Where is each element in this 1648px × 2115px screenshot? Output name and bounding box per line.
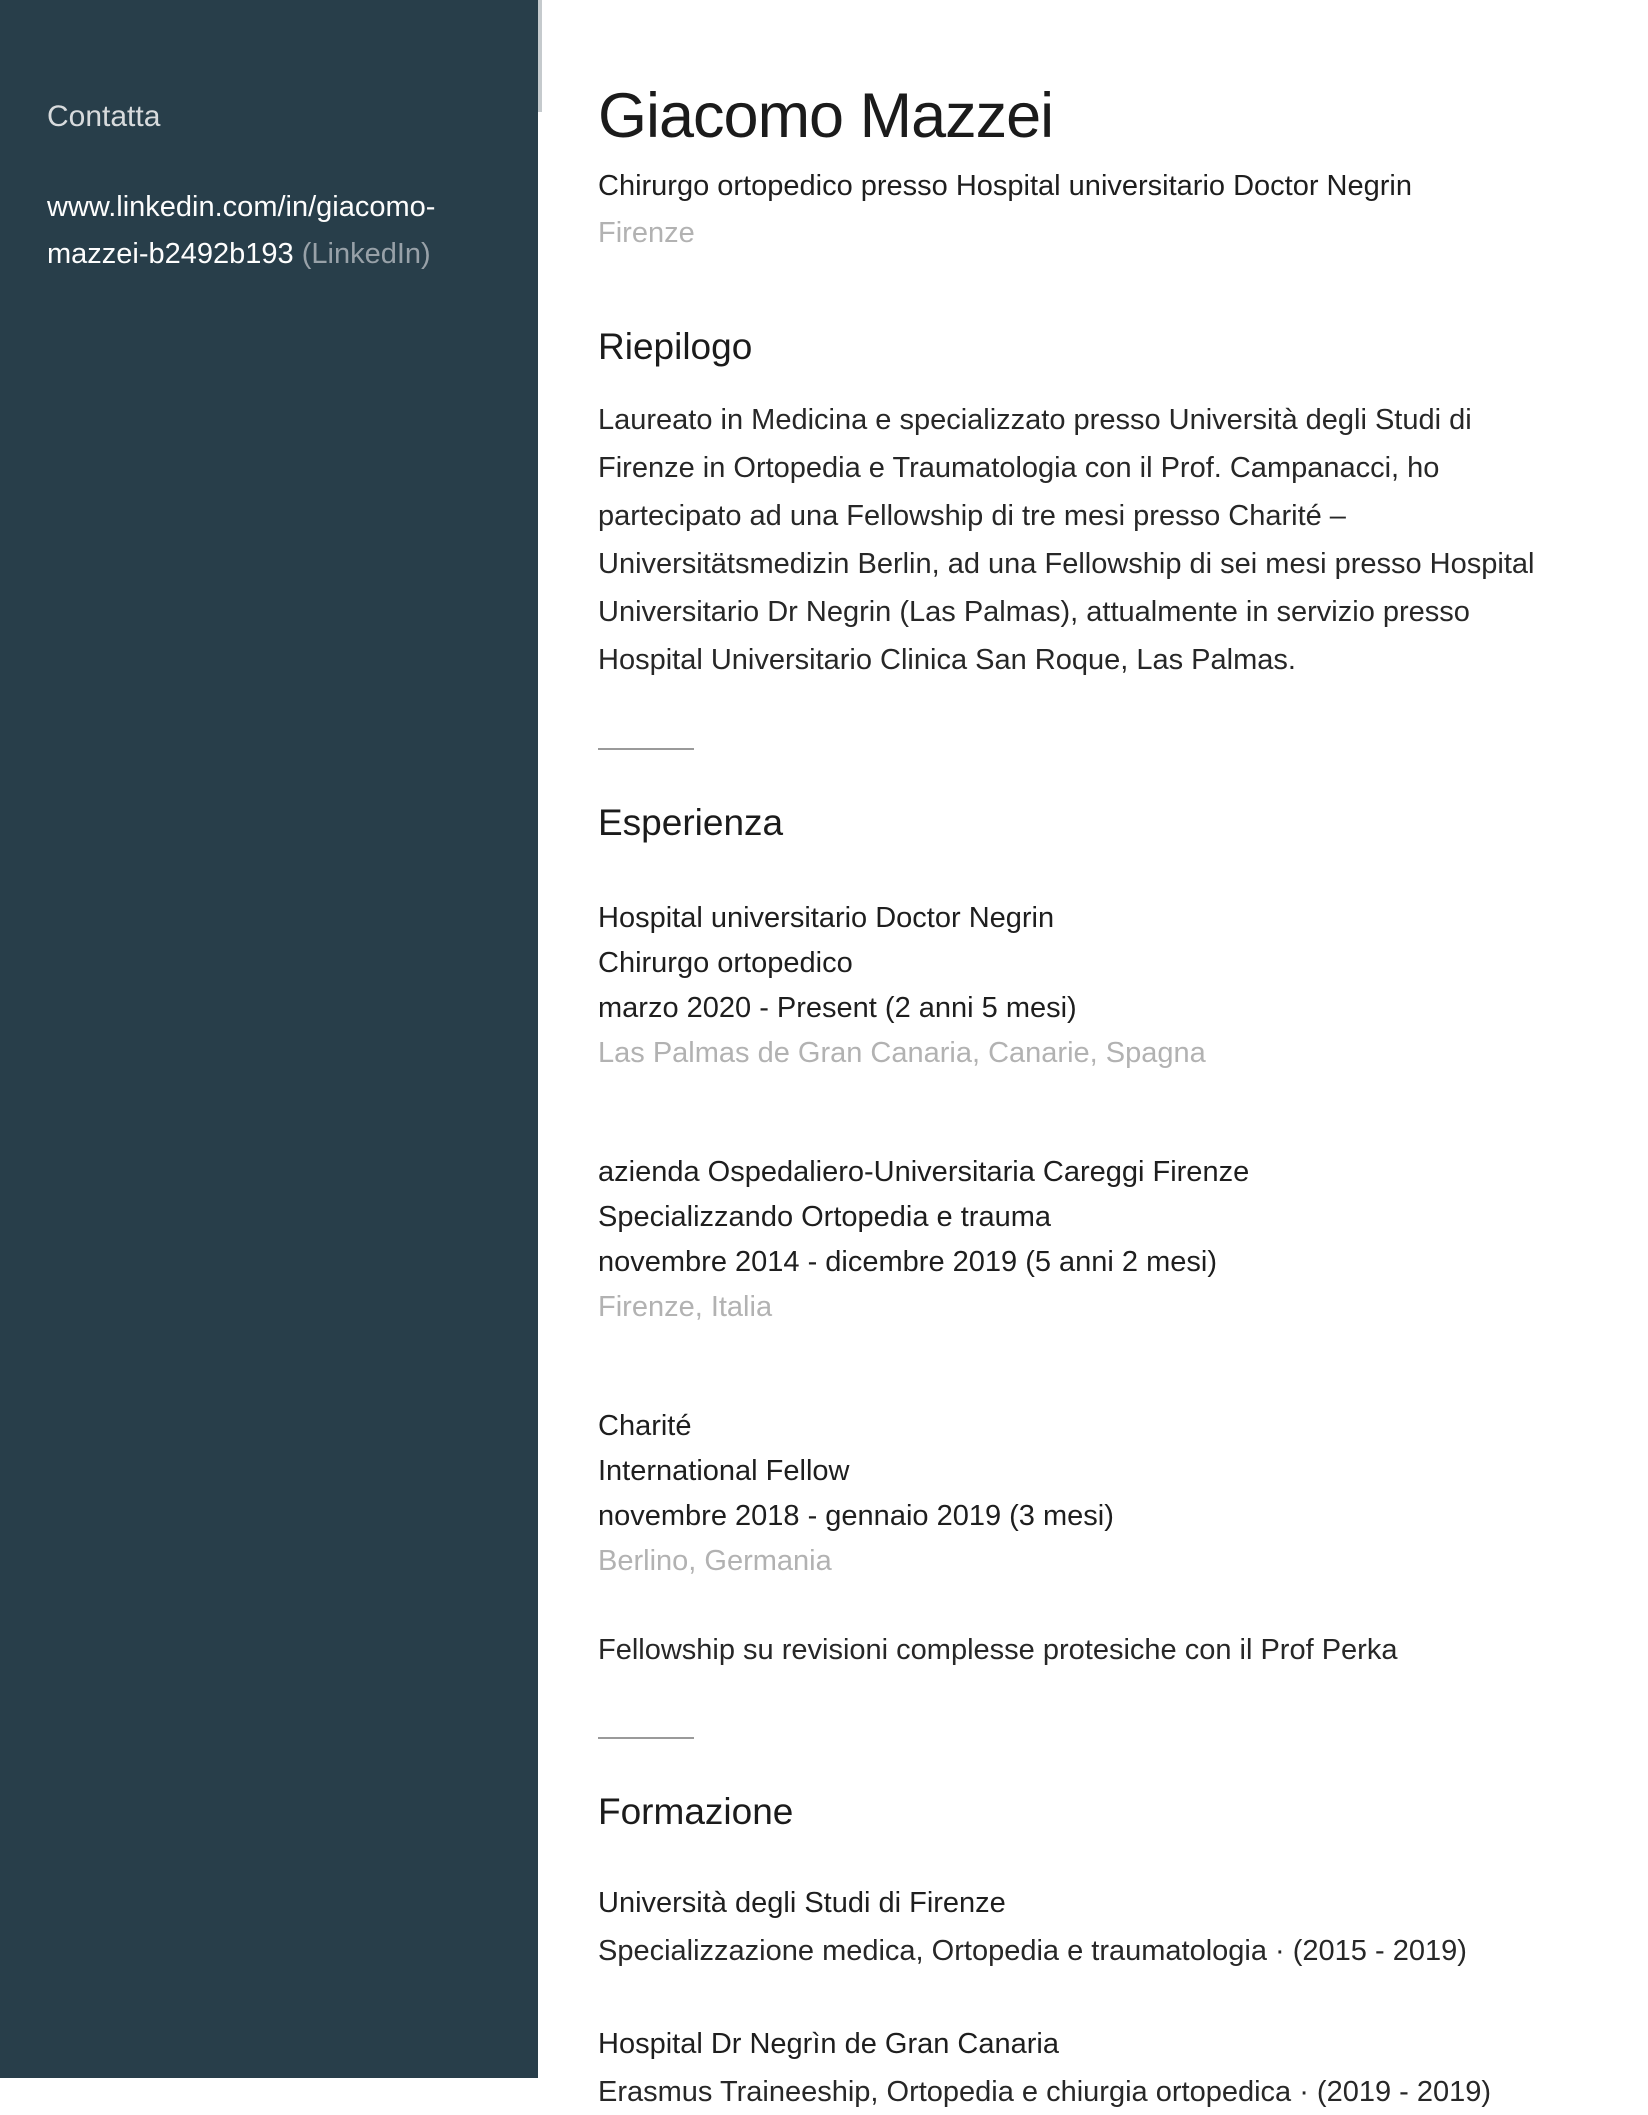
education-school: Hospital Dr Negrìn de Gran Canaria [598,2027,1059,2060]
resume-content [598,0,1553,2115]
experience-dates: novembre 2014 - dicembre 2019 (5 anni 2 mesi) [598,1245,1217,1278]
experience-section-heading: Esperienza [598,801,784,843]
education-school: Università degli Studi di Firenze [598,1886,1006,1919]
experience-location: Berlino, Germania [598,1544,832,1577]
contact-sidebar [0,0,538,2078]
education-section-heading: Formazione [598,1790,794,1832]
profile-location: Firenze [598,216,695,249]
experience-location: Las Palmas de Gran Canaria, Canarie, Spagna [598,1036,1206,1069]
summary-text: Laureato in Medicina e specializzato presso Università degli Studi di Firenze in Ortopedia e Traumatologia con il Prof. Campanacci, ho partecipato ad una Fellowship di tre mesi presso Charité – Universitätsmedizin Berlin, ad una Fellowship di sei mesi presso Hospital Universitario Dr Negrin (Las Palmas), attualmente in servizio presso Hospital Universitario Clinica San Roque, Las Palmas. [598,403,1535,676]
experience-company: azienda Ospedaliero-Universitaria Careggi Firenze [598,1155,1250,1188]
education-degree: Erasmus Traineeship, Ortopedia e chiurgia ortopedica · (2019 - 2019) [598,2075,1492,2108]
linkedin-url [47,184,498,278]
experience-role: Specializzando Ortopedia e trauma [598,1200,1051,1233]
page-edge-sliver [538,0,542,112]
contact-heading: Contatta [47,100,161,133]
experience-dates: marzo 2020 - Present (2 anni 5 mesi) [598,991,1077,1024]
experience-dates: novembre 2018 - gennaio 2019 (3 mesi) [598,1499,1114,1532]
experience-company: Hospital universitario Doctor Negrin [598,901,1055,934]
experience-entry [598,896,1553,1076]
section-divider [598,1737,694,1739]
section-divider [598,748,694,750]
experience-role: Chirurgo ortopedico [598,946,853,979]
experience-entry [598,1150,1553,1330]
experience-role: International Fellow [598,1454,850,1487]
education-entry [598,1881,1553,1974]
profile-headline: Chirurgo ortopedico presso Hospital universitario Doctor Negrin [598,170,1412,203]
linkedin-url-line2[interactable]: mazzei-b2492b193 [47,238,294,270]
experience-company: Charité [598,1409,692,1442]
education-degree: Specializzazione medica, Ortopedia e traumatologia · (2015 - 2019) [598,1934,1467,1967]
education-entry [598,2022,1553,2115]
profile-name: Giacomo Mazzei [598,81,1054,151]
linkedin-url-suffix: (LinkedIn) [301,238,431,270]
summary-section-heading: Riepilogo [598,325,753,367]
experience-description: Fellowship su revisioni complesse protesiche con il Prof Perka [598,1633,1398,1666]
experience-location: Firenze, Italia [598,1290,773,1323]
linkedin-url-line1[interactable]: www.linkedin.com/in/giacomo- [47,191,436,223]
experience-entry [598,1404,1553,1673]
